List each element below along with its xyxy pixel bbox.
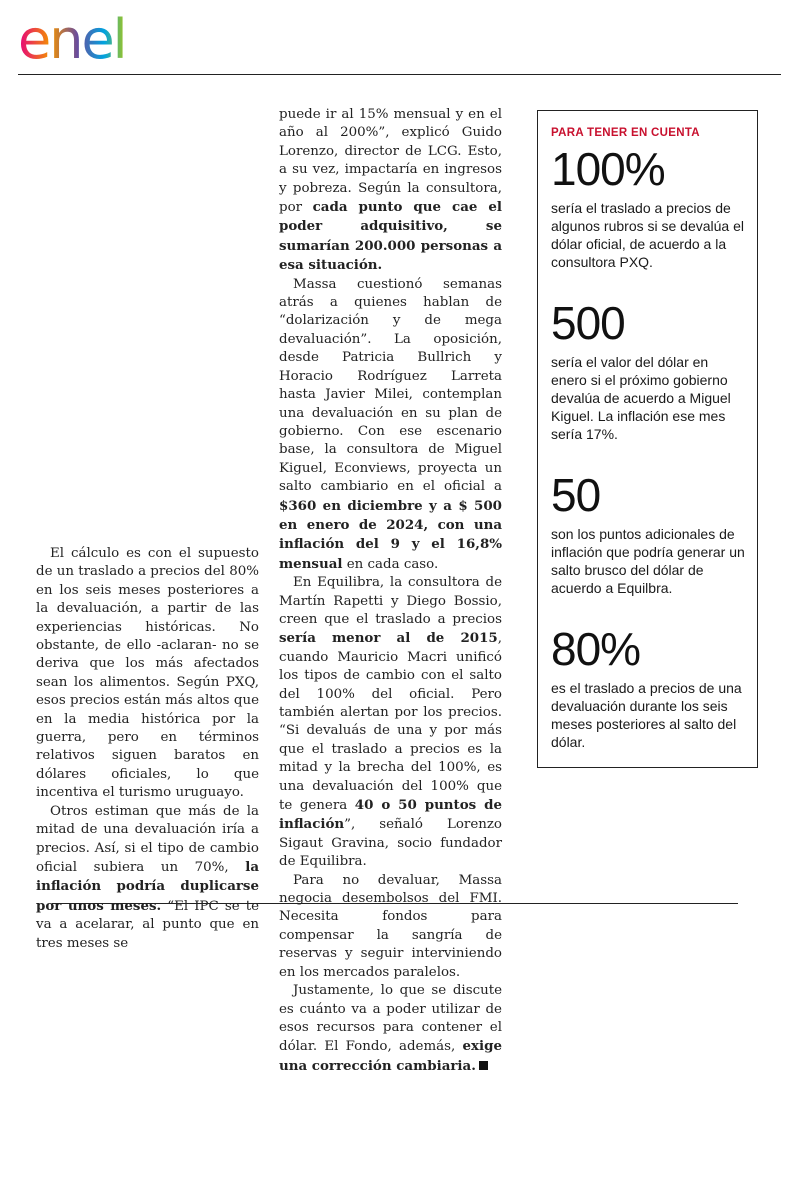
stat-item <box>551 623 745 751</box>
stat-item <box>551 297 745 443</box>
stat-value: 100% <box>551 143 665 195</box>
paragraph: En Equilibra, la consultora de Martín Rapetti y Diego Bossio, creen que el traslado a precios sería menor al de 2015, cuando Mauricio Macri unificó los tipos de cambio con el salto del 100% del oficial. Pero también alertan por los precios. “Si devaluás de una y por más que el traslado a precios es la mitad y la brecha del 100%, es una devaluación del 100% que te genera 40 o 50 puntos de inflación”, señaló Lorenzo Sigaut Gravina, socio fundador de Equilibra. <box>279 575 502 870</box>
stat-description: son los puntos adicionales de inflación que podría generar un salto brusco del dólar de acuerdo a Equilbra. <box>551 526 745 596</box>
key-figures-box <box>537 110 758 768</box>
stat-value: 50 <box>551 469 601 521</box>
stat-value: 500 <box>551 297 625 349</box>
stat-description: es el traslado a precios de una devaluación durante los seis meses posteriores al salto del dólar. <box>551 680 742 750</box>
svg-text:enel: enel <box>18 8 126 66</box>
paragraph: Massa cuestionó semanas atrás a quienes hablan de “dolarización y de mega devaluación”. La oposición, desde Patricia Bullrich y Horacio Rodríguez Larreta hasta Javier Milei, contemplan una devaluación en su plan de gobierno. Con ese escenario base, la consultora de Miguel Kiguel, Econviews, proyecta un salto cambiario en el oficial a $360 en diciembre y a $ 500 en enero de 2024, con una inflación del 9 y el 16,8% mensual en cada caso. <box>279 276 502 572</box>
enel-logo <box>18 6 178 66</box>
stat-item <box>551 469 745 597</box>
stat-item <box>551 143 745 271</box>
paragraph: puede ir al 15% mensual y en el año al 200%”, explicó Guido Lorenzo, director de LCG. Esto, a su vez, impactaría en ingresos y pobreza. Según la consultora, por cada punto que cae el poder adquisitivo, se sumarían 200.000 personas a esa situación. <box>279 107 502 274</box>
end-of-article-mark <box>479 1061 488 1070</box>
paragraph: El cálculo es con el supuesto de un traslado a precios del 80% en los seis meses posteriores a la devaluación, a partir de las experiencias históricas. No obstante, de ello -aclaran- no se deriva que los más afectados sean los alimentos. Según PXQ, esos precios están más altos que en la media histórica por la guerra, pero en términos relativos siguen baratos en dólares oficiales, lo que incentiva el turismo uruguayo. <box>36 546 259 801</box>
article-column-1 <box>36 545 259 953</box>
stat-description: sería el traslado a precios de algunos rubros si se devalúa el dólar oficial, de acuerdo a la consultora PXQ. <box>551 200 745 270</box>
stat-value: 80% <box>551 623 641 675</box>
top-divider <box>18 74 781 75</box>
paragraph: Para no devaluar, Massa negocia desembolsos del FMI. Necesita fondos para compensar la sangría de reservas y seguir interviniendo en los mercados paralelos. <box>279 872 502 980</box>
enel-logo-mark <box>18 6 178 66</box>
box-title: PARA TENER EN CUENTA <box>551 127 700 139</box>
paragraph: Justamente, lo que se discute es cuánto va a poder utilizar de esos recursos para contener el dólar. El Fondo, además, exige una corrección cambiaria. <box>279 983 502 1074</box>
paragraph: Otros estiman que más de la mitad de una devaluación iría a precios. Así, si el tipo de cambio oficial subiera un 70%, la inflación podría duplicarse por unos meses. “El IPC se te va a acelarar, al punto que en tres meses se <box>36 803 260 951</box>
stat-description: sería el valor del dólar en enero si el próximo gobierno devalúa de acuerdo a Miguel Kiguel. La inflación ese mes sería 17%. <box>551 354 731 442</box>
article-column-2 <box>279 106 502 1076</box>
bottom-divider <box>52 903 738 904</box>
